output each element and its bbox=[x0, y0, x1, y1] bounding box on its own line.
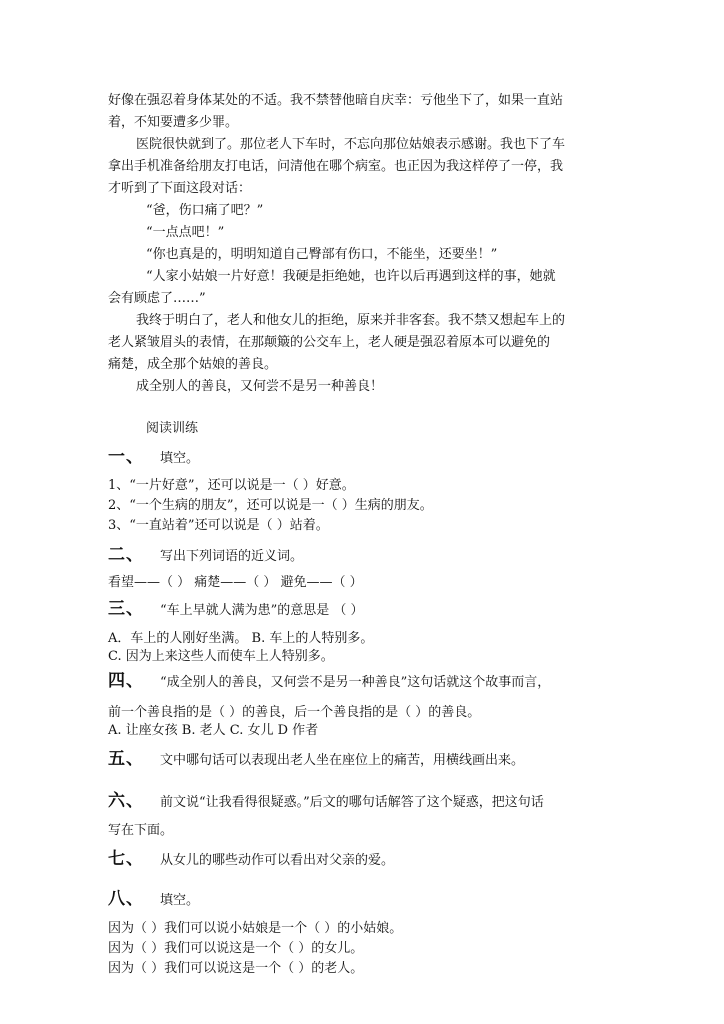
choice-line: A．车上的人刚好坐满。 B. 车上的人特别多。 bbox=[108, 631, 374, 646]
story-line: 老人紧皱眉头的表情，在那颠簸的公交车上，老人硬是强忍着原本可以避免的 bbox=[108, 335, 551, 350]
story-line: 拿出手机准备给朋友打电话，问清他在哪个病室。也正因为我这样停了一停，我 bbox=[108, 159, 564, 174]
dialogue-line: “你也真是的，明明知道自己臀部有伤口，不能坐，还要坐！” bbox=[146, 247, 498, 262]
section-number: 八、 bbox=[108, 889, 144, 909]
fill-item: 因为（ ）我们可以说这是一个（ ）的女儿。 bbox=[108, 941, 364, 956]
story-line: 痛楚，成全那个姑娘的善良。 bbox=[108, 357, 278, 372]
section-question: 从女儿的哪些动作可以看出对父亲的爱。 bbox=[160, 853, 395, 868]
story-line: 着，不知要遭多少罪。 bbox=[108, 115, 239, 130]
dialogue-line: “一点点吧！” bbox=[146, 225, 225, 240]
fill-item: 因为（ ）我们可以说小姑娘是一个（ ）的小姑娘。 bbox=[108, 921, 403, 936]
section-number: 一、 bbox=[108, 447, 144, 467]
dialogue-line: “人家小姑娘一片好意！我硬是拒绝她，也许以后再遇到这样的事，她就 bbox=[146, 269, 556, 284]
section-question: 写出下列词语的近义词。 bbox=[160, 549, 304, 564]
section-question: 填空。 bbox=[160, 451, 200, 466]
fill-item: 1、“一片好意”，还可以说是一（ ）好意。 bbox=[108, 478, 355, 493]
section-question: 填空。 bbox=[160, 893, 200, 908]
section-question: 文中哪句话可以表现出老人坐在座位上的痛苦，用横线画出来。 bbox=[160, 753, 525, 768]
story-line: 我终于明白了，老人和他女儿的拒绝，原来并非客套。我不禁又想起车上的 bbox=[136, 313, 566, 328]
fill-item: 3、“一直站着”还可以说是（ ）站着。 bbox=[108, 518, 329, 533]
story-line: 好像在强忍着身体某处的不适。我不禁替他暗自庆幸：亏他坐下了，如果一直站 bbox=[108, 93, 564, 108]
section-question: 前文说“让我看得很疑惑。”后文的哪句话解答了这个疑惑，把这句话 bbox=[160, 795, 544, 810]
choice-line: A. 让座女孩 B. 老人 C. 女儿 D 作者 bbox=[108, 723, 319, 738]
choice-line: C. 因为上来这些人而使车上人特别多。 bbox=[108, 649, 334, 664]
section-number: 五、 bbox=[108, 749, 144, 769]
story-line: 医院很快就到了。那位老人下车时，不忘向那位姑娘表示感谢。我也下了车 bbox=[136, 137, 566, 152]
fill-item: 2、“一个生病的朋友”，还可以说是一（ ）生病的朋友。 bbox=[108, 498, 433, 513]
fill-item: 前一个善良指的是（ ）的善良，后一个善良指的是（ ）的善良。 bbox=[108, 705, 481, 720]
synonym-line: 看望——（ ） 痛楚——（ ） 避免——（ ） bbox=[108, 575, 363, 590]
section-number: 三、 bbox=[108, 599, 144, 619]
fill-item: 因为（ ）我们可以说这是一个（ ）的老人。 bbox=[108, 961, 364, 976]
section-question: “成全别人的善良，又何尝不是另一种善良”这句话就这个故事而言， bbox=[160, 675, 551, 690]
section-number: 七、 bbox=[108, 849, 144, 869]
dialogue-line: 会有顾虑了……” bbox=[108, 291, 206, 306]
section-question: “车上早就人满为患”的意思是 （ ） bbox=[160, 603, 364, 618]
section-number: 四、 bbox=[108, 671, 144, 691]
story-line: 成全别人的善良，又何尝不是另一种善良！ bbox=[136, 379, 384, 394]
dialogue-line: “爸，伤口痛了吧？” bbox=[146, 203, 264, 218]
section-question-cont: 写在下面。 bbox=[108, 823, 174, 838]
section-number: 六、 bbox=[108, 791, 144, 811]
story-line: 才听到了下面这段对话： bbox=[108, 181, 252, 196]
section-number: 二、 bbox=[108, 545, 144, 565]
training-title: 阅读训练 bbox=[146, 421, 199, 436]
